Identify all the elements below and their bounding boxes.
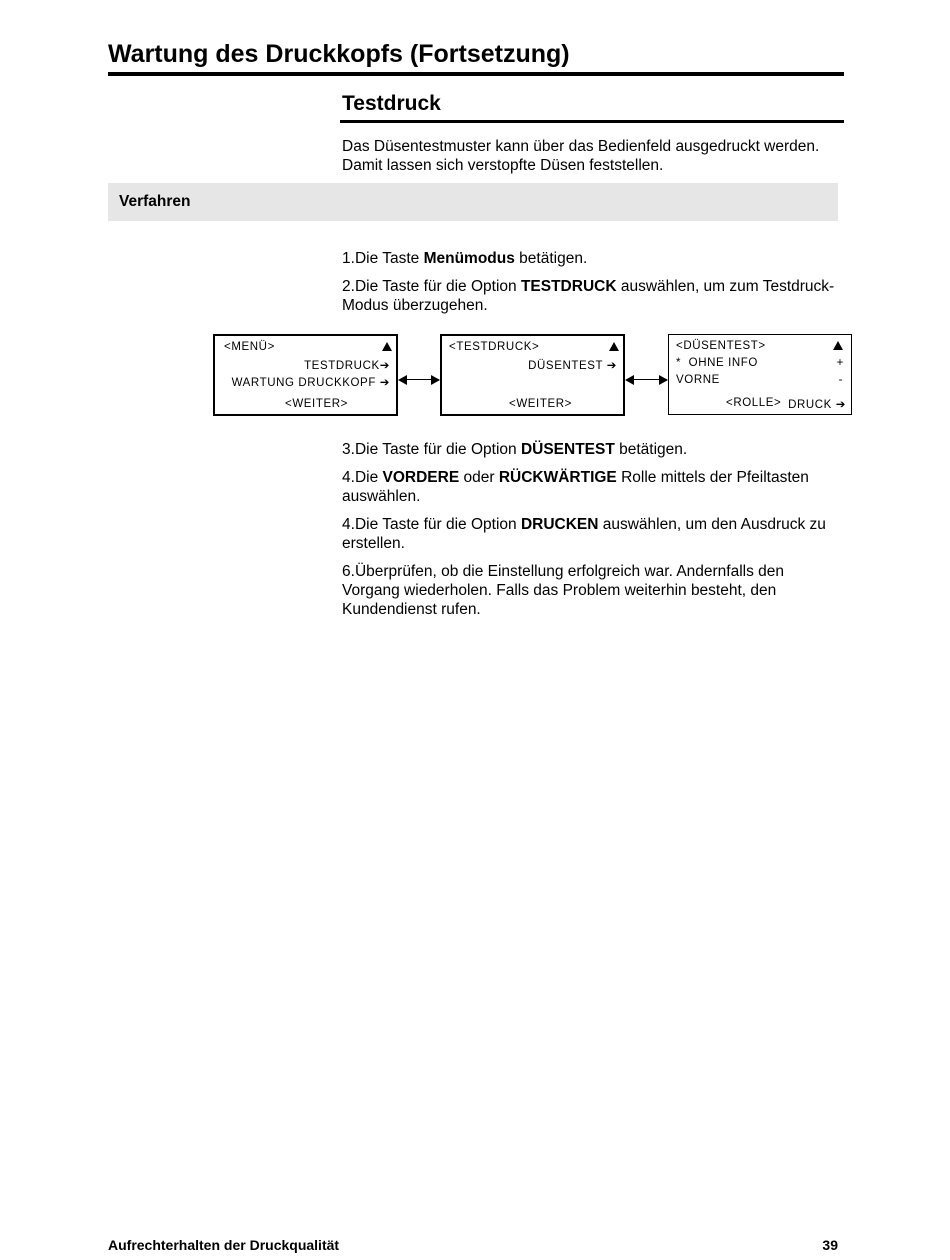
procedure-step [342, 249, 842, 268]
arrow-right-icon [659, 375, 668, 385]
lcd-testdruck-bottom: <WEITER> [509, 398, 572, 410]
step-text-run: betätigen. [514, 250, 588, 267]
lcd-screen-testdruck [440, 334, 625, 416]
step-number: 2. [342, 278, 355, 295]
arrow-left-icon [398, 375, 407, 385]
step-text-run: Die Taste für die Option [354, 278, 521, 295]
arrow-right-icon [431, 375, 440, 385]
section-title: Testdruck [342, 92, 441, 115]
section-rule [340, 120, 844, 123]
arrow-right-icon: ➔ [606, 360, 617, 372]
procedure-step [342, 277, 842, 315]
step-text [355, 441, 687, 458]
lcd-menu-bottom: <WEITER> [285, 398, 348, 410]
step-text [355, 250, 587, 267]
step-text-run: oder [459, 469, 499, 486]
step-text [342, 469, 809, 505]
step-text-run: auswählen, um den Ausdruck zu erstellen. [342, 516, 826, 552]
step-keyword: VORDERE [382, 469, 460, 486]
arrow-left-icon [625, 375, 634, 385]
step-keyword: Menümodus [423, 250, 515, 267]
lcd-menu-title: <MENÜ> [224, 341, 275, 353]
procedure-band [108, 183, 838, 221]
step-number: 4. [342, 469, 355, 486]
procedure-step [342, 562, 842, 619]
step-text [342, 278, 834, 314]
lcd-druck-option: DRUCK ➔ [788, 399, 846, 411]
procedure-step [342, 440, 842, 459]
lcd-menu-option-wartung: WARTUNG DRUCKKOPF ➔ [231, 377, 390, 389]
up-triangle-icon [382, 342, 392, 351]
step-keyword: DRUCKEN [520, 516, 599, 533]
lcd-rolle-label: <ROLLE> [726, 397, 782, 409]
page-number: 39 [822, 1237, 838, 1253]
step-number: 4. [342, 516, 355, 533]
lcd-testdruck-title: <TESTDRUCK> [449, 341, 540, 353]
lcd-duesentest-option-vorne: VORNE [676, 374, 720, 386]
step-text-run: auswählen, um zum Testdruck-Modus überzugehen. [342, 278, 835, 314]
title-rule [108, 72, 844, 76]
step-text-run: Die [354, 469, 383, 486]
step-number: 6. [342, 563, 355, 580]
step-number: 1. [342, 250, 355, 267]
step-text [342, 516, 826, 552]
step-keyword: RÜCKWÄRTIGE [498, 469, 617, 486]
arrow-right-icon: ➔ [835, 399, 846, 411]
up-triangle-icon [833, 341, 843, 350]
lcd-testdruck-option-duesentest: DÜSENTEST ➔ [528, 360, 617, 372]
procedure-step [342, 468, 842, 506]
step-text-run: Rolle mittels der Pfeiltasten auswählen. [342, 469, 809, 505]
procedure-step [342, 515, 842, 553]
step-number: 3. [342, 441, 355, 458]
step-text-run: Überprüfen, ob die Einstellung erfolgreich war. Andernfalls den Vorgang wiederholen. Falls das Problem weiterhin besteht, den Kundendienst rufen. [342, 563, 785, 618]
step-text [342, 563, 784, 618]
section-intro: Das Düsentestmuster kann über das Bedienfeld ausgedruckt werden. Damit lassen sich verstopfte Düsen feststellen. [342, 138, 820, 174]
arrow-right-icon: ➔ [379, 377, 390, 389]
up-triangle-icon [609, 342, 619, 351]
lcd-screen-duesentest [668, 334, 852, 415]
lcd-duesentest-option-ohne-info: * OHNE INFO [676, 357, 758, 369]
lcd-plus-symbol: + [836, 357, 844, 369]
procedure-label: Verfahren [119, 193, 191, 210]
step-text-run: Die Taste für die Option [354, 516, 521, 533]
step-text-run: Die Taste für die Option [354, 441, 521, 458]
lcd-menu-option-testdruck: TESTDRUCK➔ [304, 360, 390, 372]
step-text-run: Die Taste [354, 250, 424, 267]
arrow-right-icon: ➔ [379, 360, 390, 372]
step-text-run: betätigen. [614, 441, 688, 458]
step-keyword: TESTDRUCK [520, 278, 617, 295]
steps-list-after [342, 440, 842, 628]
footer-chapter: Aufrechterhalten der Druckqualität [108, 1237, 340, 1253]
steps-list-before [342, 249, 842, 324]
lcd-minus-symbol: - [838, 374, 843, 386]
lcd-screen-menu [213, 334, 398, 416]
lcd-duesentest-title: <DÜSENTEST> [676, 340, 766, 352]
step-keyword: DÜSENTEST [520, 441, 615, 458]
page-title: Wartung des Druckkopfs (Fortsetzung) [108, 40, 570, 68]
